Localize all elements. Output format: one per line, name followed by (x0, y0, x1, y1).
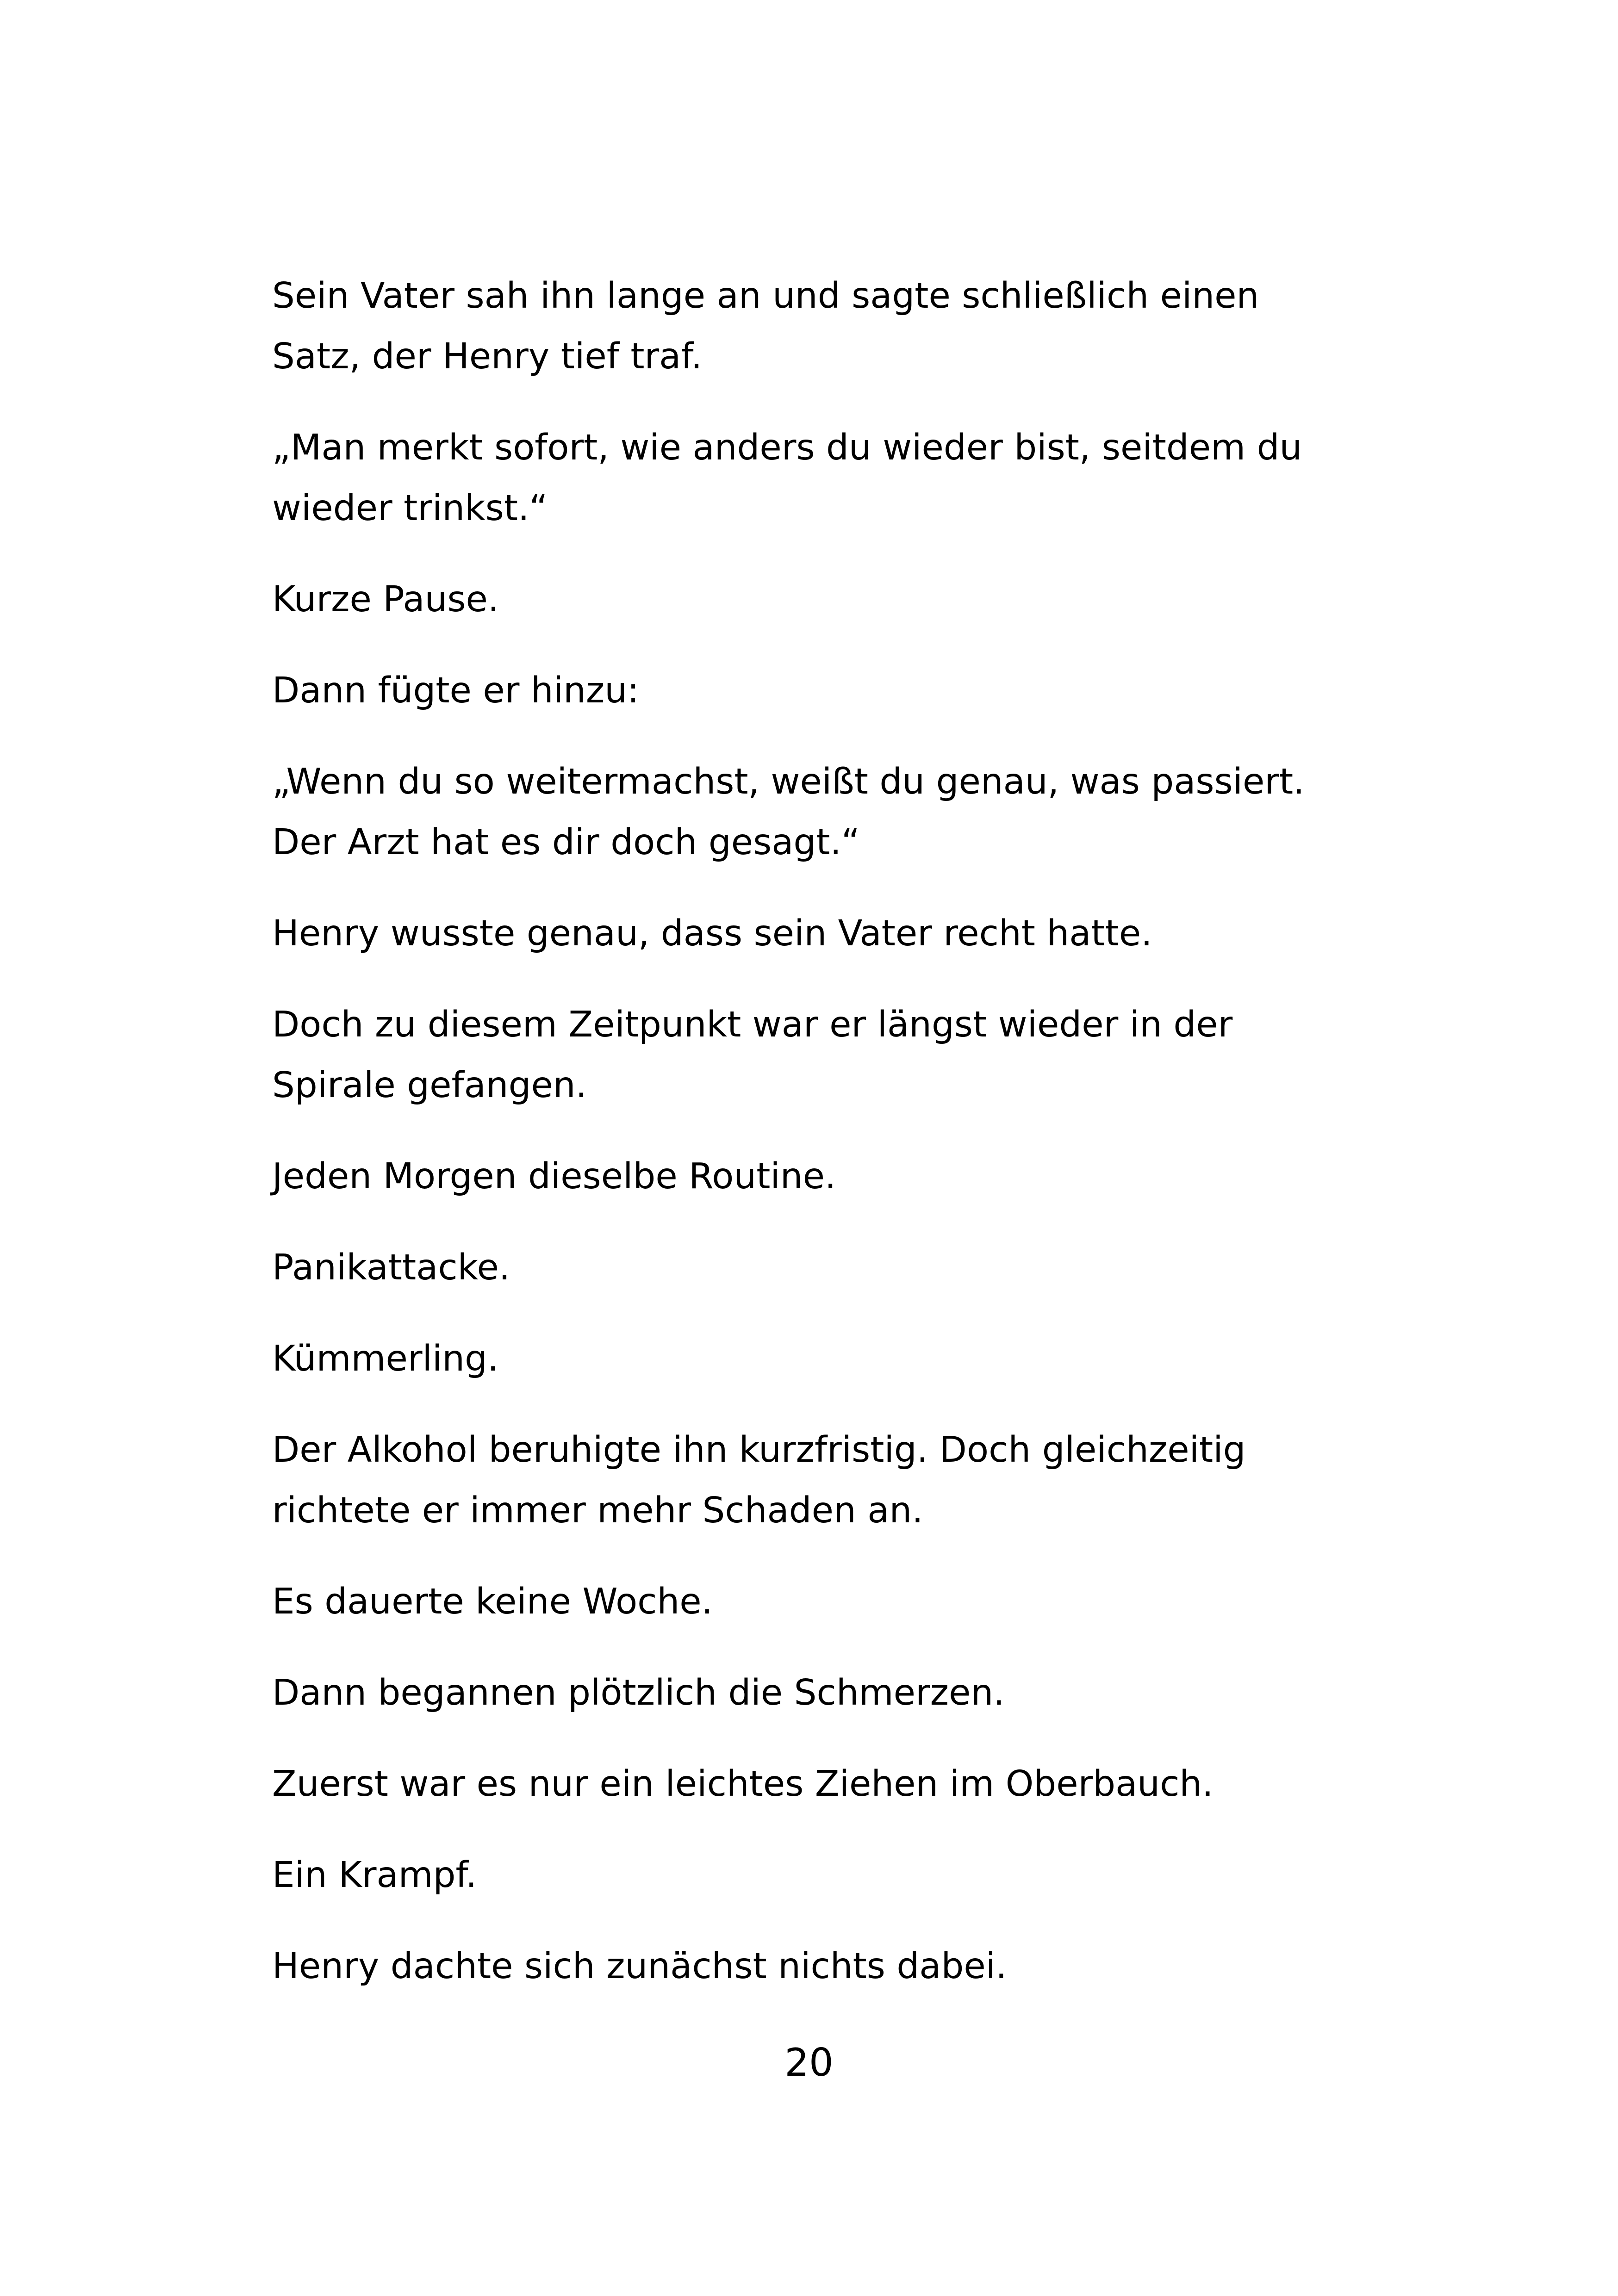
paragraph: „Man merkt sofort, wie anders du wieder bist, seitdem du wieder trinkst.“ (272, 427, 1302, 529)
paragraph: „Wenn du so weitermachst, weißt du genau, was passiert. Der Arzt hat es dir doch gesagt.“ (272, 761, 1305, 863)
paragraph: Zuerst war es nur ein leichtes Ziehen im Oberbauch. (272, 1763, 1214, 1805)
paragraph: Kümmerling. (272, 1338, 499, 1379)
paragraph: Sein Vater sah ihn lange an und sagte schließlich einen Satz, der Henry tief traf. (272, 275, 1259, 377)
paragraph: Kurze Pause. (272, 579, 499, 620)
paragraph: Es dauerte keine Woche. (272, 1581, 713, 1622)
paragraph: Ein Krampf. (272, 1855, 477, 1896)
page-number: 20 (784, 2040, 834, 2085)
paragraph: Der Alkohol beruhigte ihn kurzfristig. Doch gleichzeitig richtete er immer mehr Schaden an. (272, 1429, 1246, 1531)
paragraph: Henry wusste genau, dass sein Vater recht hatte. (272, 913, 1152, 954)
paragraph: Dann fügte er hinzu: (272, 670, 640, 711)
paragraph: Jeden Morgen dieselbe Routine. (272, 1156, 836, 1197)
paragraph: Panikattacke. (272, 1247, 510, 1288)
paragraph: Doch zu diesem Zeitpunkt war er längst wieder in der Spirale gefangen. (272, 1004, 1233, 1106)
paragraph: Dann begannen plötzlich die Schmerzen. (272, 1672, 1005, 1713)
paragraph: Henry dachte sich zunächst nichts dabei. (272, 1946, 1007, 1987)
